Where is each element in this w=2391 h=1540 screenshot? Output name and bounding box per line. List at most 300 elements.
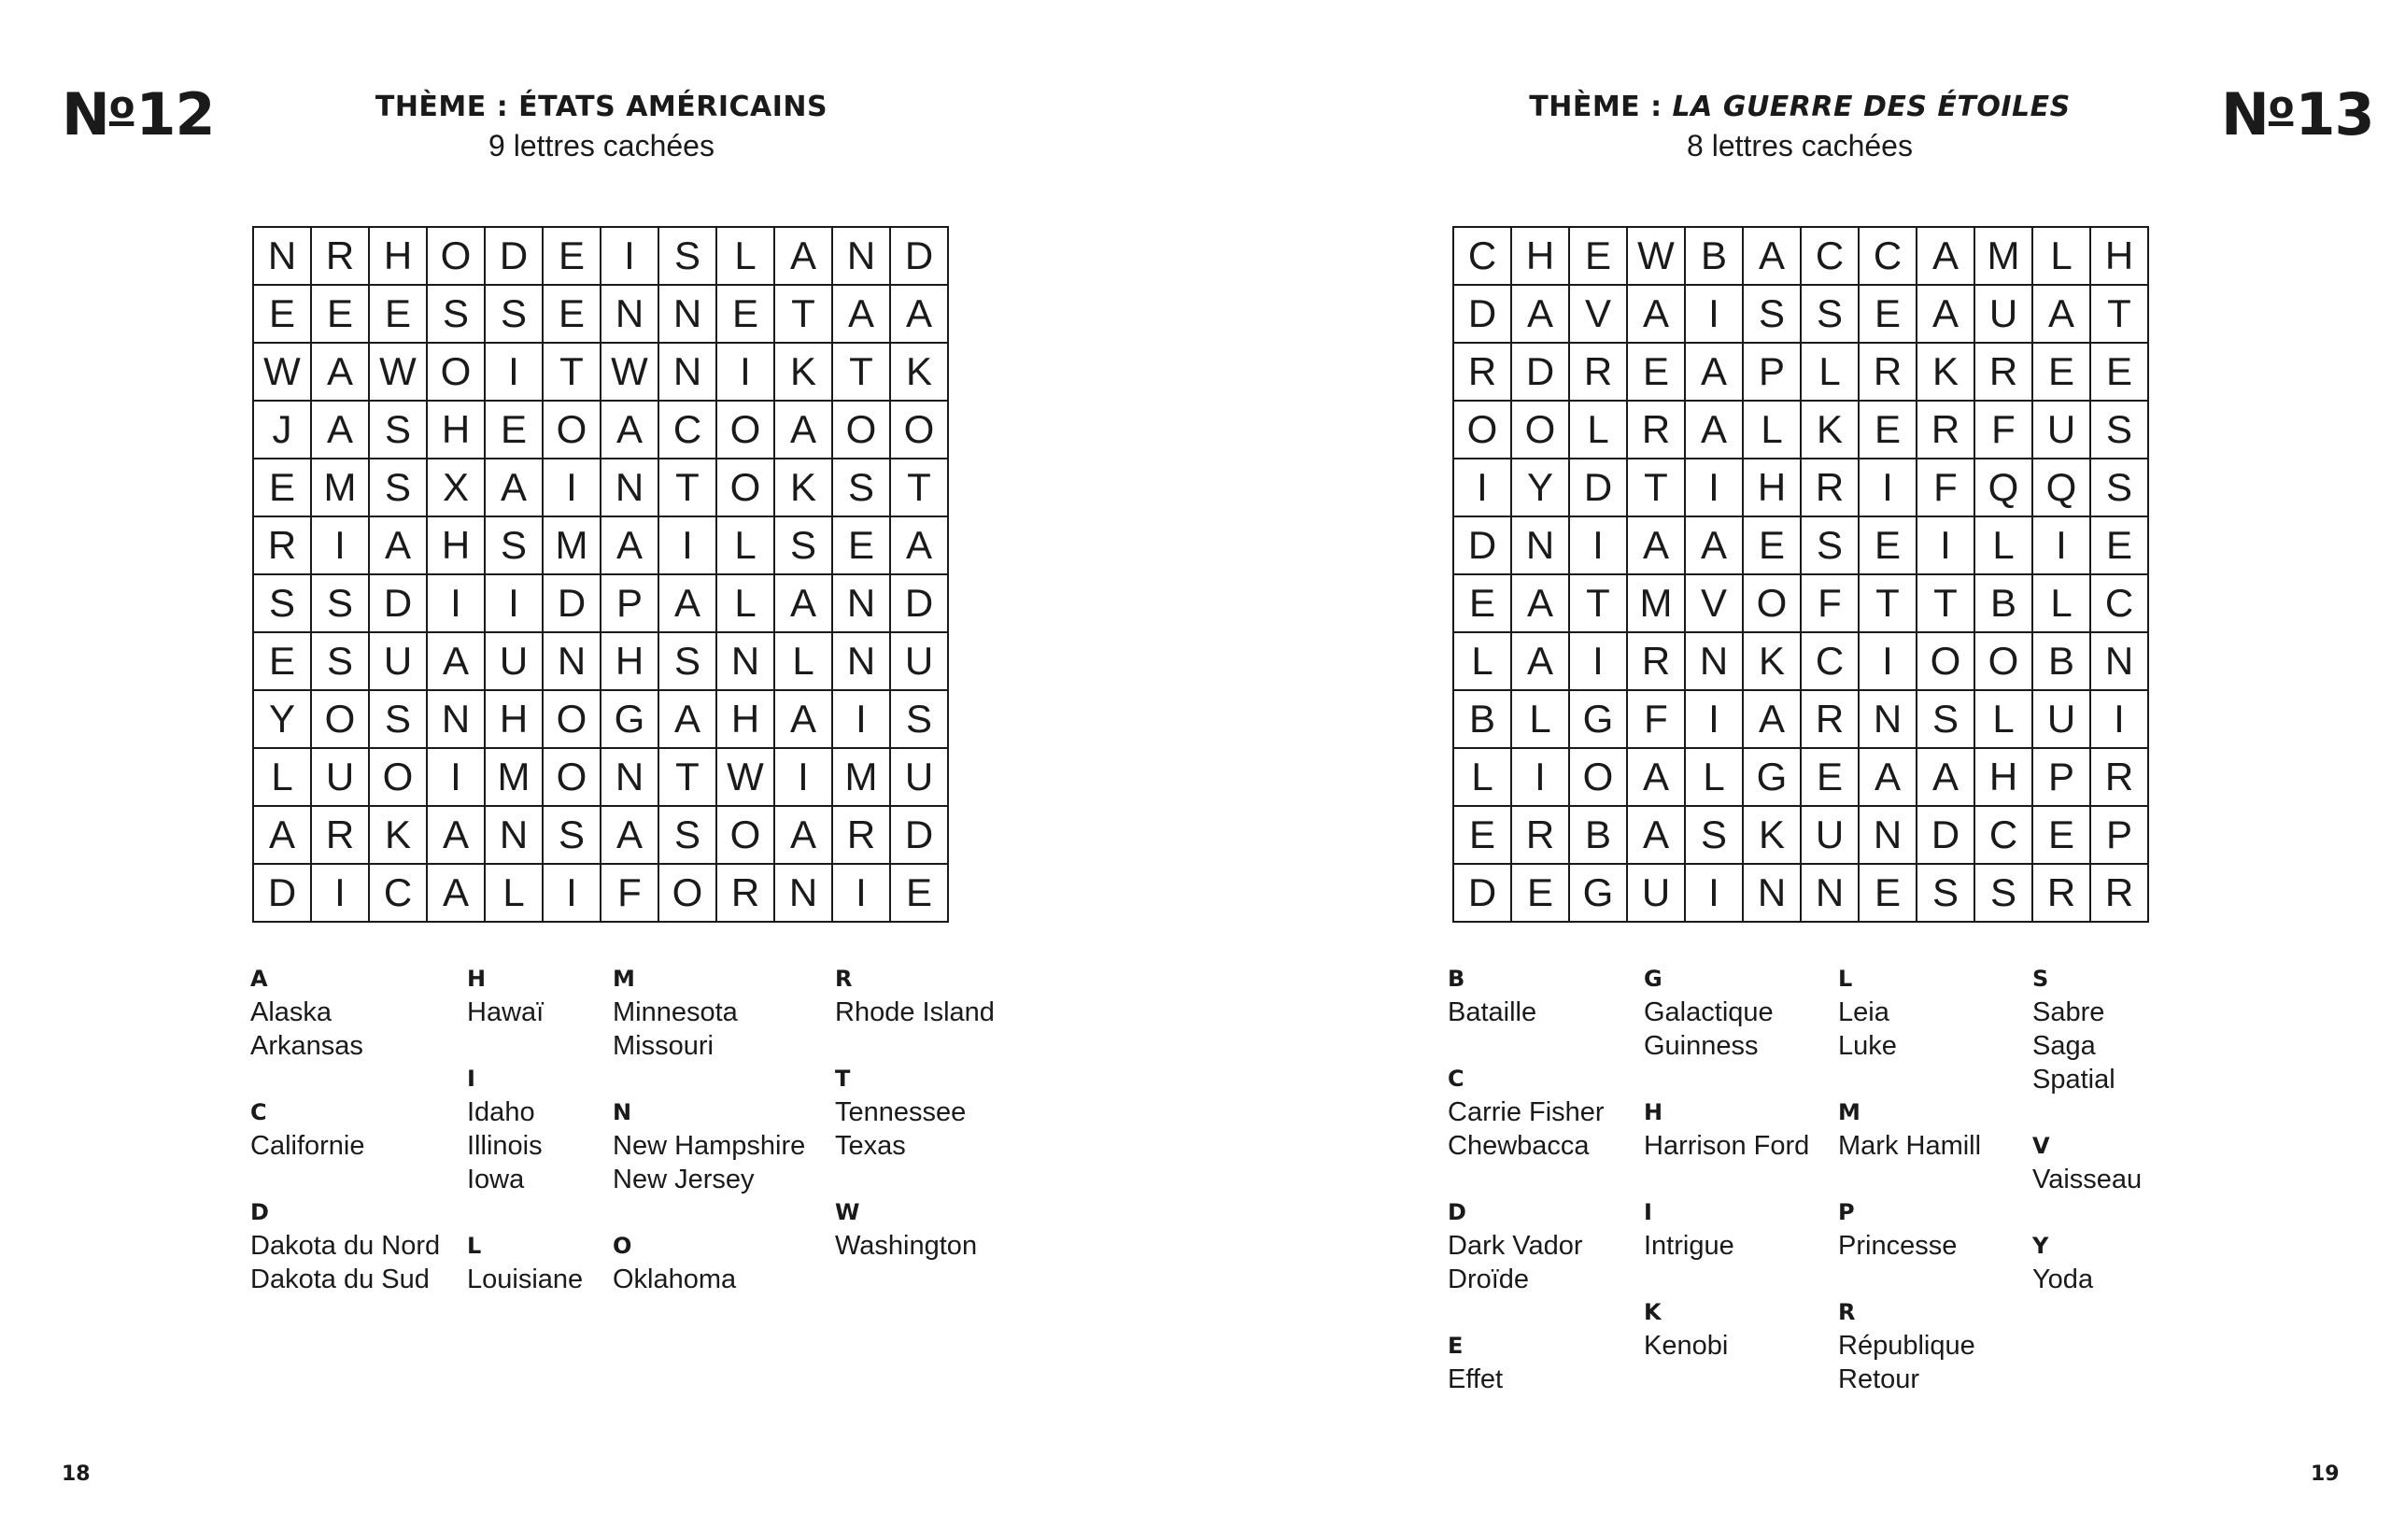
grid-cell[interactable]: T (774, 285, 832, 343)
word-group (1644, 1095, 1809, 1163)
grid-cell[interactable]: H (601, 632, 658, 690)
grid-cell[interactable]: A (774, 227, 832, 285)
grid-cell[interactable]: N (601, 748, 658, 806)
grid-cell[interactable]: O (658, 864, 716, 922)
grid-cell[interactable]: O (311, 690, 369, 748)
grid-cell[interactable]: A (1685, 516, 1743, 574)
grid-cell[interactable]: G (1569, 864, 1627, 922)
grid-cell[interactable]: T (1859, 574, 1917, 632)
word-group (1448, 962, 1605, 1029)
grid-cell[interactable]: E (1801, 748, 1859, 806)
grid-cell[interactable]: K (890, 343, 948, 401)
word-list-item: République (1838, 1331, 1975, 1361)
grid-cell[interactable]: I (2032, 516, 2090, 574)
grid-cell[interactable]: G (1569, 690, 1627, 748)
grid-cell[interactable]: A (485, 459, 543, 516)
grid-cell[interactable]: N (427, 690, 485, 748)
grid-cell[interactable]: H (1974, 748, 2032, 806)
grid-cell[interactable]: N (1743, 864, 1801, 922)
grid-cell[interactable]: U (1974, 285, 2032, 343)
grid-cell[interactable]: T (1569, 574, 1627, 632)
grid-cell[interactable]: R (1801, 690, 1859, 748)
grid-cell[interactable]: L (1974, 690, 2032, 748)
grid-cell[interactable]: U (2032, 690, 2090, 748)
grid-cell[interactable]: B (1569, 806, 1627, 864)
hidden-letters-count: 9 lettres cachées (488, 128, 714, 162)
grid-cell[interactable]: S (1801, 516, 1859, 574)
grid-cell[interactable]: C (1974, 806, 2032, 864)
grid-cell[interactable]: H (427, 401, 485, 459)
grid-cell[interactable]: O (1453, 401, 1511, 459)
grid-cell[interactable]: U (485, 632, 543, 690)
grid-cell[interactable]: E (716, 285, 774, 343)
grid-cell[interactable]: S (253, 574, 311, 632)
grid-cell[interactable]: I (716, 343, 774, 401)
grid-cell[interactable]: L (716, 516, 774, 574)
grid-cell[interactable]: I (1859, 632, 1917, 690)
grid-cell[interactable]: A (369, 516, 427, 574)
grid-cell[interactable]: A (1685, 401, 1743, 459)
grid-cell[interactable]: I (1685, 285, 1743, 343)
grid-cell[interactable]: F (1974, 401, 2032, 459)
grid-cell[interactable]: I (1685, 690, 1743, 748)
grid-cell[interactable]: T (1627, 459, 1685, 516)
grid-cell[interactable]: D (890, 574, 948, 632)
grid-cell[interactable]: N (1859, 806, 1917, 864)
grid-cell[interactable]: D (369, 574, 427, 632)
grid-cell[interactable]: N (601, 459, 658, 516)
grid-cell[interactable]: M (543, 516, 601, 574)
grid-cell[interactable]: A (1917, 227, 1974, 285)
grid-cell[interactable]: A (1511, 632, 1569, 690)
grid-cell[interactable]: R (2090, 864, 2148, 922)
grid-cell[interactable]: I (543, 459, 601, 516)
grid-cell[interactable]: V (1685, 574, 1743, 632)
grid-cell[interactable]: K (1743, 806, 1801, 864)
grid-cell[interactable]: T (2090, 285, 2148, 343)
grid-cell[interactable]: M (1974, 227, 2032, 285)
grid-cell[interactable]: O (427, 343, 485, 401)
grid-cell[interactable]: H (1511, 227, 1569, 285)
grid-cell[interactable]: A (890, 516, 948, 574)
grid-cell[interactable]: L (1453, 632, 1511, 690)
grid-cell[interactable]: R (1453, 343, 1511, 401)
grid-cell[interactable]: R (1974, 343, 2032, 401)
grid-cell[interactable]: L (485, 864, 543, 922)
grid-cell[interactable]: A (1859, 748, 1917, 806)
grid-cell[interactable]: A (774, 806, 832, 864)
grid-cell[interactable]: L (1569, 401, 1627, 459)
grid-row (253, 864, 948, 922)
grid-cell[interactable]: N (658, 343, 716, 401)
grid-cell[interactable]: A (601, 401, 658, 459)
grid-cell[interactable]: A (253, 806, 311, 864)
grid-cell[interactable]: S (890, 690, 948, 748)
grid-cell[interactable]: E (1859, 864, 1917, 922)
grid-cell[interactable]: R (2090, 748, 2148, 806)
grid-cell[interactable]: R (832, 806, 890, 864)
grid-cell[interactable]: W (1627, 227, 1685, 285)
grid-cell[interactable]: E (2090, 343, 2148, 401)
grid-cell[interactable]: I (427, 748, 485, 806)
grid-cell[interactable]: G (601, 690, 658, 748)
grid-cell[interactable]: A (601, 516, 658, 574)
grid-cell[interactable]: A (1627, 516, 1685, 574)
grid-cell[interactable]: R (311, 227, 369, 285)
grid-cell[interactable]: S (2090, 459, 2148, 516)
grid-cell[interactable]: H (369, 227, 427, 285)
grid-cell[interactable]: N (716, 632, 774, 690)
grid-cell[interactable]: B (2032, 632, 2090, 690)
grid-cell[interactable]: E (485, 401, 543, 459)
grid-cell[interactable]: E (543, 227, 601, 285)
grid-cell[interactable]: E (1859, 516, 1917, 574)
grid-cell[interactable]: O (1974, 632, 2032, 690)
grid-cell[interactable]: A (1917, 285, 1974, 343)
grid-cell[interactable]: T (890, 459, 948, 516)
grid-cell[interactable]: I (601, 227, 658, 285)
grid-cell[interactable]: E (1743, 516, 1801, 574)
grid-cell[interactable]: A (1511, 285, 1569, 343)
grid-cell[interactable]: D (1511, 343, 1569, 401)
grid-cell[interactable]: I (774, 748, 832, 806)
grid-cell[interactable]: S (832, 459, 890, 516)
word-group (835, 1195, 995, 1263)
grid-cell[interactable]: E (1569, 227, 1627, 285)
grid-cell[interactable]: T (658, 748, 716, 806)
grid-cell[interactable]: I (311, 864, 369, 922)
grid-cell[interactable]: R (253, 516, 311, 574)
grid-cell[interactable]: C (369, 864, 427, 922)
grid-cell[interactable]: A (1627, 806, 1685, 864)
grid-cell[interactable]: C (2090, 574, 2148, 632)
grid-cell[interactable]: F (1917, 459, 1974, 516)
grid-cell[interactable]: E (253, 632, 311, 690)
grid-row (253, 227, 948, 285)
grid-cell[interactable]: D (253, 864, 311, 922)
grid-cell[interactable]: K (1743, 632, 1801, 690)
grid-cell[interactable]: R (311, 806, 369, 864)
grid-cell[interactable]: A (1511, 574, 1569, 632)
grid-cell[interactable]: E (311, 285, 369, 343)
grid-cell[interactable]: A (311, 343, 369, 401)
grid-cell[interactable]: S (311, 574, 369, 632)
grid-cell[interactable]: H (2090, 227, 2148, 285)
grid-cell[interactable]: R (1859, 343, 1917, 401)
grid-cell[interactable]: E (543, 285, 601, 343)
grid-cell[interactable]: I (1685, 459, 1743, 516)
grid-cell[interactable]: G (1743, 748, 1801, 806)
grid-cell[interactable]: E (1627, 343, 1685, 401)
grid-cell[interactable]: E (2032, 343, 2090, 401)
grid-cell[interactable]: L (774, 632, 832, 690)
grid-cell[interactable]: N (543, 632, 601, 690)
grid-cell[interactable]: E (2032, 806, 2090, 864)
grid-cell[interactable]: U (890, 748, 948, 806)
grid-cell[interactable]: L (2032, 574, 2090, 632)
grid-cell[interactable]: I (1917, 516, 1974, 574)
grid-cell[interactable]: R (716, 864, 774, 922)
grid-cell[interactable]: S (485, 516, 543, 574)
grid-cell[interactable]: L (1453, 748, 1511, 806)
word-group (2032, 1229, 2142, 1296)
grid-cell[interactable]: H (716, 690, 774, 748)
grid-cell[interactable]: U (890, 632, 948, 690)
grid-cell[interactable]: O (543, 401, 601, 459)
grid-cell[interactable]: I (1685, 864, 1743, 922)
grid-cell[interactable]: P (1743, 343, 1801, 401)
grid-cell[interactable]: N (601, 285, 658, 343)
grid-cell[interactable]: E (890, 864, 948, 922)
grid-cell[interactable]: Y (253, 690, 311, 748)
grid-cell[interactable]: R (1627, 632, 1685, 690)
grid-cell[interactable]: F (1627, 690, 1685, 748)
grid-cell[interactable]: C (1801, 632, 1859, 690)
grid-cell[interactable]: D (543, 574, 601, 632)
grid-cell[interactable]: Q (1974, 459, 2032, 516)
grid-cell[interactable]: T (543, 343, 601, 401)
grid-cell[interactable]: S (369, 690, 427, 748)
grid-cell[interactable]: Q (2032, 459, 2090, 516)
grid-cell[interactable]: I (427, 574, 485, 632)
grid-cell[interactable]: S (1743, 285, 1801, 343)
grid-cell[interactable]: M (485, 748, 543, 806)
word-group (835, 962, 995, 1029)
grid-cell[interactable]: A (1627, 285, 1685, 343)
grid-cell[interactable]: R (1569, 343, 1627, 401)
grid-cell[interactable]: D (1453, 516, 1511, 574)
grid-cell[interactable]: A (1685, 343, 1743, 401)
grid-cell[interactable]: I (543, 864, 601, 922)
grid-cell[interactable]: N (1511, 516, 1569, 574)
grid-cell[interactable]: X (427, 459, 485, 516)
grid-cell[interactable]: E (1453, 806, 1511, 864)
grid-cell[interactable]: O (427, 227, 485, 285)
grid-cell[interactable]: I (2090, 690, 2148, 748)
word-list-item: Saga (2032, 1031, 2096, 1061)
grid-cell[interactable]: E (1859, 401, 1917, 459)
grid-cell[interactable]: L (1685, 748, 1743, 806)
grid-cell[interactable]: E (832, 516, 890, 574)
grid-cell[interactable]: P (601, 574, 658, 632)
grid-cell[interactable]: I (832, 864, 890, 922)
grid-cell[interactable]: S (427, 285, 485, 343)
grid-cell[interactable]: O (1511, 401, 1569, 459)
grid-cell[interactable]: R (1511, 806, 1569, 864)
grid-cell[interactable]: W (369, 343, 427, 401)
grid-cell[interactable]: D (890, 227, 948, 285)
grid-cell[interactable]: S (774, 516, 832, 574)
grid-cell[interactable]: Y (1511, 459, 1569, 516)
grid-cell[interactable]: I (1859, 459, 1917, 516)
grid-cell[interactable]: E (1453, 574, 1511, 632)
grid-cell[interactable]: C (658, 401, 716, 459)
grid-cell[interactable]: S (311, 632, 369, 690)
grid-cell[interactable]: I (485, 343, 543, 401)
grid-cell[interactable]: K (369, 806, 427, 864)
grid-cell[interactable]: A (658, 574, 716, 632)
grid-cell[interactable]: K (774, 343, 832, 401)
grid-cell[interactable]: S (1974, 864, 2032, 922)
grid-cell[interactable]: I (1453, 459, 1511, 516)
grid-cell[interactable]: I (832, 690, 890, 748)
grid-cell[interactable]: U (2032, 401, 2090, 459)
grid-cell[interactable]: N (485, 806, 543, 864)
grid-cell[interactable]: L (1511, 690, 1569, 748)
grid-cell[interactable]: R (1801, 459, 1859, 516)
grid-cell[interactable]: A (1743, 690, 1801, 748)
grid-cell[interactable]: S (658, 632, 716, 690)
grid-cell[interactable]: R (2032, 864, 2090, 922)
grid-cell[interactable]: H (485, 690, 543, 748)
grid-cell[interactable]: D (1453, 864, 1511, 922)
grid-cell[interactable]: L (1801, 343, 1859, 401)
grid-cell[interactable]: P (2090, 806, 2148, 864)
grid-cell[interactable]: N (1801, 864, 1859, 922)
grid-cell[interactable]: N (774, 864, 832, 922)
grid-cell[interactable]: V (1569, 285, 1627, 343)
grid-cell[interactable]: J (253, 401, 311, 459)
grid-cell[interactable]: A (601, 806, 658, 864)
grid-cell[interactable]: L (2032, 227, 2090, 285)
grid-cell[interactable]: S (543, 806, 601, 864)
grid-cell[interactable]: S (369, 459, 427, 516)
grid-cell[interactable]: N (658, 285, 716, 343)
grid-cell[interactable]: O (1569, 748, 1627, 806)
grid-cell[interactable]: D (1453, 285, 1511, 343)
grid-cell[interactable]: N (832, 574, 890, 632)
grid-cell[interactable]: E (2090, 516, 2148, 574)
grid-cell[interactable]: S (2090, 401, 2148, 459)
word-list-item: Missouri (613, 1031, 714, 1061)
grid-cell[interactable]: I (311, 516, 369, 574)
grid-cell[interactable]: W (601, 343, 658, 401)
grid-cell[interactable]: W (716, 748, 774, 806)
grid-cell[interactable]: A (658, 690, 716, 748)
grid-cell[interactable]: H (427, 516, 485, 574)
grid-cell[interactable]: M (1627, 574, 1685, 632)
grid-cell[interactable]: A (427, 806, 485, 864)
grid-cell[interactable]: S (1801, 285, 1859, 343)
grid-cell[interactable]: T (832, 343, 890, 401)
grid-cell[interactable]: H (1743, 459, 1801, 516)
grid-cell[interactable]: N (1859, 690, 1917, 748)
grid-cell[interactable]: E (369, 285, 427, 343)
grid-cell[interactable]: N (832, 227, 890, 285)
grid-cell[interactable]: C (1801, 227, 1859, 285)
grid-cell[interactable]: K (774, 459, 832, 516)
grid-cell[interactable]: R (1627, 401, 1685, 459)
grid-cell[interactable]: A (774, 574, 832, 632)
grid-cell[interactable]: E (253, 285, 311, 343)
grid-cell[interactable]: A (832, 285, 890, 343)
grid-cell[interactable]: L (716, 574, 774, 632)
grid-cell[interactable]: U (1801, 806, 1859, 864)
grid-cell[interactable]: I (658, 516, 716, 574)
grid-cell[interactable]: K (1917, 343, 1974, 401)
grid-cell[interactable]: F (601, 864, 658, 922)
grid-cell[interactable]: S (1917, 690, 1974, 748)
grid-cell[interactable]: A (427, 632, 485, 690)
grid-cell[interactable]: I (1569, 516, 1627, 574)
grid-cell[interactable]: S (658, 227, 716, 285)
grid-cell[interactable]: O (832, 401, 890, 459)
grid-cell[interactable]: N (1685, 632, 1743, 690)
grid-cell[interactable]: L (1743, 401, 1801, 459)
grid-cell[interactable]: F (1801, 574, 1859, 632)
grid-cell[interactable]: O (369, 748, 427, 806)
grid-cell[interactable]: O (1917, 632, 1974, 690)
grid-cell[interactable]: A (1743, 227, 1801, 285)
grid-cell[interactable]: S (658, 806, 716, 864)
grid-cell[interactable]: E (1859, 285, 1917, 343)
grid-cell[interactable]: E (1511, 864, 1569, 922)
grid-cell[interactable]: O (716, 401, 774, 459)
grid-cell[interactable]: I (485, 574, 543, 632)
grid-cell[interactable]: N (832, 632, 890, 690)
word-group-letter: A (250, 966, 268, 992)
grid-cell[interactable]: N (2090, 632, 2148, 690)
grid-cell[interactable]: B (1685, 227, 1743, 285)
grid-cell[interactable]: B (1453, 690, 1511, 748)
grid-cell[interactable]: L (1974, 516, 2032, 574)
grid-cell[interactable]: O (716, 459, 774, 516)
grid-cell[interactable]: A (311, 401, 369, 459)
grid-cell[interactable]: M (311, 459, 369, 516)
grid-cell[interactable]: S (369, 401, 427, 459)
grid-cell[interactable]: A (1627, 748, 1685, 806)
grid-cell[interactable]: S (485, 285, 543, 343)
grid-cell[interactable]: O (890, 401, 948, 459)
grid-cell[interactable]: A (774, 401, 832, 459)
grid-cell[interactable]: A (2032, 285, 2090, 343)
grid-cell[interactable]: P (2032, 748, 2090, 806)
grid-cell[interactable]: O (1743, 574, 1801, 632)
grid-cell[interactable]: N (253, 227, 311, 285)
grid-cell[interactable]: A (774, 690, 832, 748)
grid-cell[interactable]: U (1627, 864, 1685, 922)
grid-cell[interactable]: R (1917, 401, 1974, 459)
grid-cell[interactable]: C (1453, 227, 1511, 285)
grid-cell[interactable]: B (1974, 574, 2032, 632)
grid-cell[interactable]: W (253, 343, 311, 401)
grid-cell[interactable]: T (658, 459, 716, 516)
grid-cell[interactable]: A (890, 285, 948, 343)
grid-cell[interactable]: D (890, 806, 948, 864)
grid-cell[interactable]: I (1511, 748, 1569, 806)
grid-cell[interactable]: M (832, 748, 890, 806)
grid-cell[interactable]: C (1859, 227, 1917, 285)
grid-cell[interactable]: D (485, 227, 543, 285)
grid-cell[interactable]: S (1917, 864, 1974, 922)
grid-cell[interactable]: D (1917, 806, 1974, 864)
grid-cell[interactable]: L (253, 748, 311, 806)
grid-cell[interactable]: A (1917, 748, 1974, 806)
grid-cell[interactable]: K (1801, 401, 1859, 459)
grid-cell[interactable]: L (716, 227, 774, 285)
grid-cell[interactable]: I (1569, 632, 1627, 690)
grid-cell[interactable]: A (427, 864, 485, 922)
grid-cell[interactable]: T (1917, 574, 1974, 632)
grid-cell[interactable]: O (716, 806, 774, 864)
grid-cell[interactable]: U (311, 748, 369, 806)
grid-cell[interactable]: O (543, 690, 601, 748)
grid-cell[interactable]: D (1569, 459, 1627, 516)
grid-cell[interactable]: O (543, 748, 601, 806)
grid-cell[interactable]: S (1685, 806, 1743, 864)
grid-cell[interactable]: U (369, 632, 427, 690)
grid-cell[interactable]: E (253, 459, 311, 516)
